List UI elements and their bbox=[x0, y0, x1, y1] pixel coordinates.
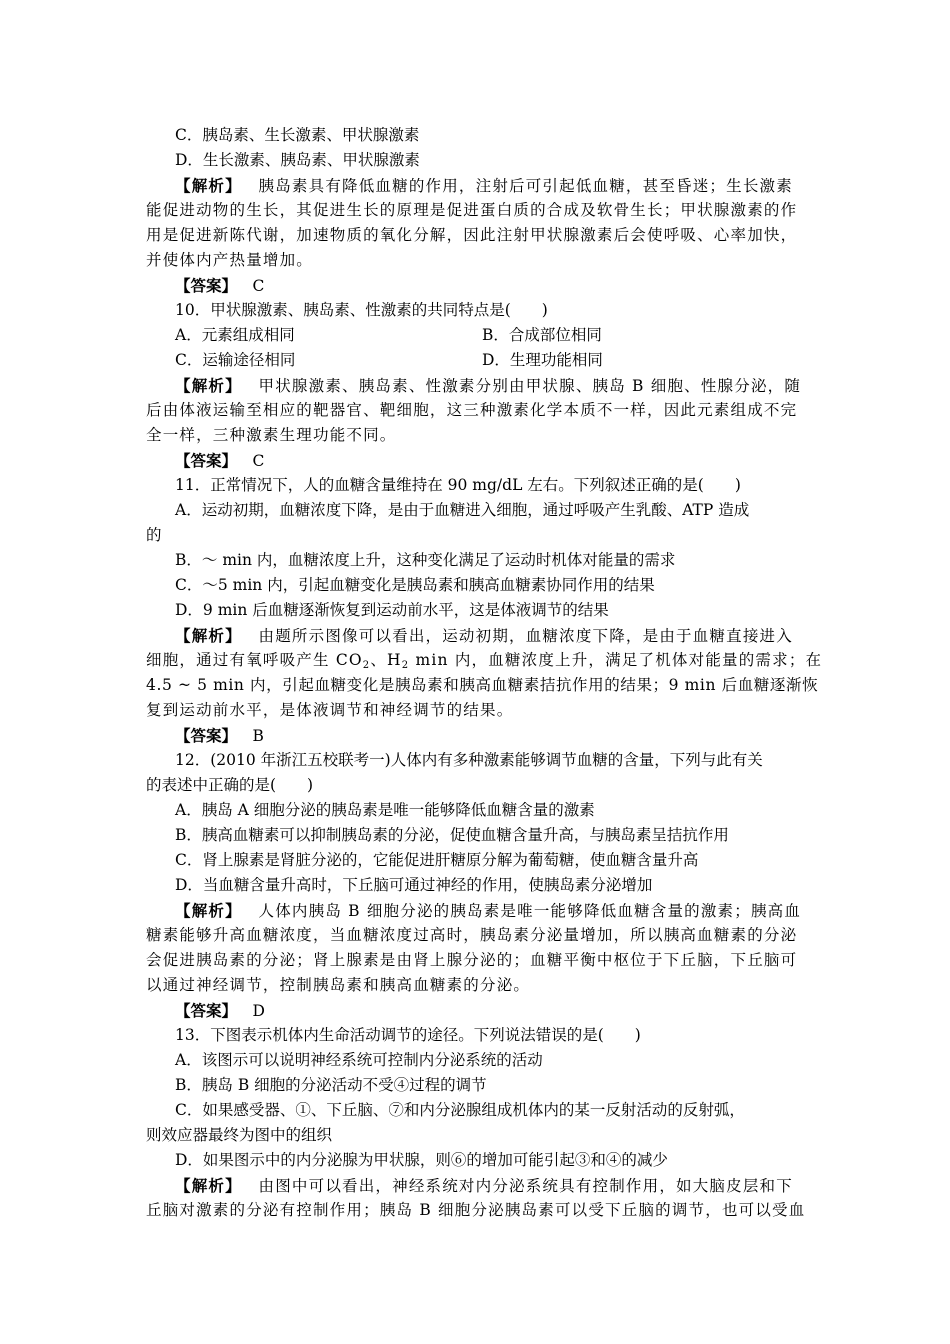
q11-analysis-line: 【解析】 由题所示图像可以看出，运动初期，血糖浓度下降，是由于血糖直接进入 bbox=[175, 626, 793, 645]
q9-analysis-line: 并使体内产热量增加。 bbox=[146, 251, 314, 269]
q10-option-c: C．运输途径相同 bbox=[175, 351, 296, 369]
q12-analysis-line: 糖素能够升高血糖浓度，当血糖浓度过高时，胰岛素分泌量增加，所以胰高血糖素的分泌 bbox=[146, 926, 798, 944]
q12-analysis-line: 会促进胰岛素的分泌；肾上腺素是由肾上腺分泌的；血糖平衡中枢位于下丘脑，下丘脑可 bbox=[146, 951, 798, 969]
answer-value: C bbox=[252, 277, 265, 295]
answer-label: 【答案】 bbox=[175, 276, 238, 295]
q11-answer bbox=[175, 723, 808, 749]
q12-option-d: D．当血糖含量升高时，下丘脑可通过神经的作用，使胰岛素分泌增加 bbox=[175, 876, 653, 894]
answer-value: D bbox=[252, 1002, 265, 1020]
q12-option-b: B．胰高血糖素可以抑制胰岛素的分泌，促使血糖含量升高，与胰岛素呈拮抗作用 bbox=[175, 826, 729, 844]
q13-option-a: A．该图示可以说明神经系统可控制内分泌系统的活动 bbox=[175, 1051, 543, 1069]
q11-option-a-cont: 的 bbox=[146, 526, 162, 544]
q12-analysis-line: 以通过神经调节，控制胰岛素和胰高血糖素的分泌。 bbox=[146, 976, 531, 994]
q13-question: 13．下图表示机体内生命活动调节的途径。下列说法错误的是( ) bbox=[175, 1026, 641, 1044]
q11-option-d: D．9 min 后血糖逐渐恢复到运动前水平，这是体液调节的结果 bbox=[175, 601, 609, 619]
q10-options-row bbox=[175, 348, 808, 373]
q12-question-cont: 的表述中正确的是( ) bbox=[146, 776, 314, 794]
q10-analysis-line: 后由体液运输至相应的靶器官、靶细胞，这三种激素化学本质不一样，因此元素组成不完 bbox=[146, 401, 798, 419]
q10-option-b: B．合成部位相同 bbox=[482, 326, 602, 344]
q9-analysis-line: 用是促进新陈代谢，加速物质的氧化分解，因此注射甲状腺激素后会使呼吸、心率加快， bbox=[146, 226, 798, 244]
analysis-label: 【解析】 bbox=[175, 1176, 242, 1195]
q10-answer bbox=[175, 448, 808, 474]
q9-option-c: C．胰岛素、生长激素、甲状腺激素 bbox=[175, 126, 420, 144]
q9-analysis-line: 【解析】 胰岛素具有降低血糖的作用，注射后可引起低血糖，甚至昏迷；生长激素 bbox=[175, 176, 793, 195]
q10-options-row bbox=[175, 323, 808, 348]
analysis-label: 【解析】 bbox=[175, 176, 242, 195]
q10-analysis-line: 【解析】 甲状腺激素、胰岛素、性激素分别由甲状腺、胰岛 B 细胞、性腺分泌，随 bbox=[175, 376, 802, 395]
q13-option-b: B．胰岛 B 细胞的分泌活动不受④过程的调节 bbox=[175, 1076, 487, 1094]
q13-analysis-line: 丘脑对激素的分泌有控制作用；胰岛 B 细胞分泌胰岛素可以受下丘脑的调节，也可以受血 bbox=[146, 1201, 806, 1219]
analysis-label: 【解析】 bbox=[175, 376, 242, 395]
q11-question: 11．正常情况下，人的血糖含量维持在 90 mg/dL 左右。下列叙述正确的是( ) bbox=[175, 476, 741, 494]
analysis-label: 【解析】 bbox=[175, 901, 242, 920]
analysis-label: 【解析】 bbox=[175, 626, 242, 645]
answer-label: 【答案】 bbox=[175, 726, 238, 745]
q9-answer bbox=[175, 273, 808, 299]
q13-option-c: C．如果感受器、①、下丘脑、⑦和内分泌腺组成机体内的某一反射活动的反射弧， bbox=[175, 1101, 745, 1119]
q10-option-a: A．元素组成相同 bbox=[175, 326, 295, 344]
q12-analysis-line: 【解析】 人体内胰岛 B 细胞分泌的胰岛素是唯一能够降低血糖含量的激素；胰高血 bbox=[175, 901, 802, 920]
answer-label: 【答案】 bbox=[175, 451, 238, 470]
q10-option-d: D．生理功能相同 bbox=[482, 351, 603, 369]
q13-analysis-line: 【解析】 由图中可以看出，神经系统对内分泌系统具有控制作用，如大脑皮层和下 bbox=[175, 1176, 793, 1195]
q9-analysis-line: 能促进动物的生长，其促进生长的原理是促进蛋白质的合成及软骨生长；甲状腺激素的作 bbox=[146, 201, 798, 219]
q11-analysis-line: 4.5 ~ 5 min 内，引起血糖变化是胰岛素和胰高血糖素拮抗作用的结果；9 min 后血糖逐渐恢 bbox=[146, 676, 819, 694]
q12-answer bbox=[175, 998, 808, 1024]
q11-option-b: B．～ min 内，血糖浓度上升，这种变化满足了运动时机体对能量的需求 bbox=[175, 551, 676, 569]
q13-option-d: D．如果图示中的内分泌腺为甲状腺，则⑥的增加可能引起③和④的减少 bbox=[175, 1151, 668, 1169]
q12-option-c: C．肾上腺素是肾脏分泌的，它能促进肝糖原分解为葡萄糖，使血糖含量升高 bbox=[175, 851, 699, 869]
answer-value: C bbox=[252, 452, 265, 470]
q12-question: 12．(2010 年浙江五校联考一)人体内有多种激素能够调节血糖的含量，下列与此有关 bbox=[175, 751, 763, 769]
answer-label: 【答案】 bbox=[175, 1001, 238, 1020]
q12-option-a: A．胰岛 A 细胞分泌的胰岛素是唯一能够降低血糖含量的激素 bbox=[175, 801, 595, 819]
q11-option-c: C．～5 min 内，引起血糖变化是胰岛素和胰高血糖素协同作用的结果 bbox=[175, 576, 655, 594]
answer-value: B bbox=[252, 727, 264, 745]
q10-question: 10．甲状腺激素、胰岛素、性激素的共同特点是( ) bbox=[175, 301, 548, 319]
q9-option-d: D．生长激素、胰岛素、甲状腺激素 bbox=[175, 151, 420, 169]
q13-option-c-cont: 则效应器最终为图中的组织 bbox=[146, 1126, 333, 1144]
q11-analysis-line: 细胞，通过有氧呼吸产生 $CO_2$、$H_2$ min 内，血糖浓度上升，满足了机体对能量的需求；在 bbox=[146, 651, 823, 671]
q11-option-a: A．运动初期，血糖浓度下降，是由于血糖进入细胞，通过呼吸产生乳酸、ATP 造成 bbox=[175, 501, 750, 519]
q10-analysis-line: 全一样，三种激素生理功能不同。 bbox=[146, 426, 397, 444]
q11-analysis-line: 复到运动前水平，是体液调节和神经调节的结果。 bbox=[146, 701, 514, 719]
